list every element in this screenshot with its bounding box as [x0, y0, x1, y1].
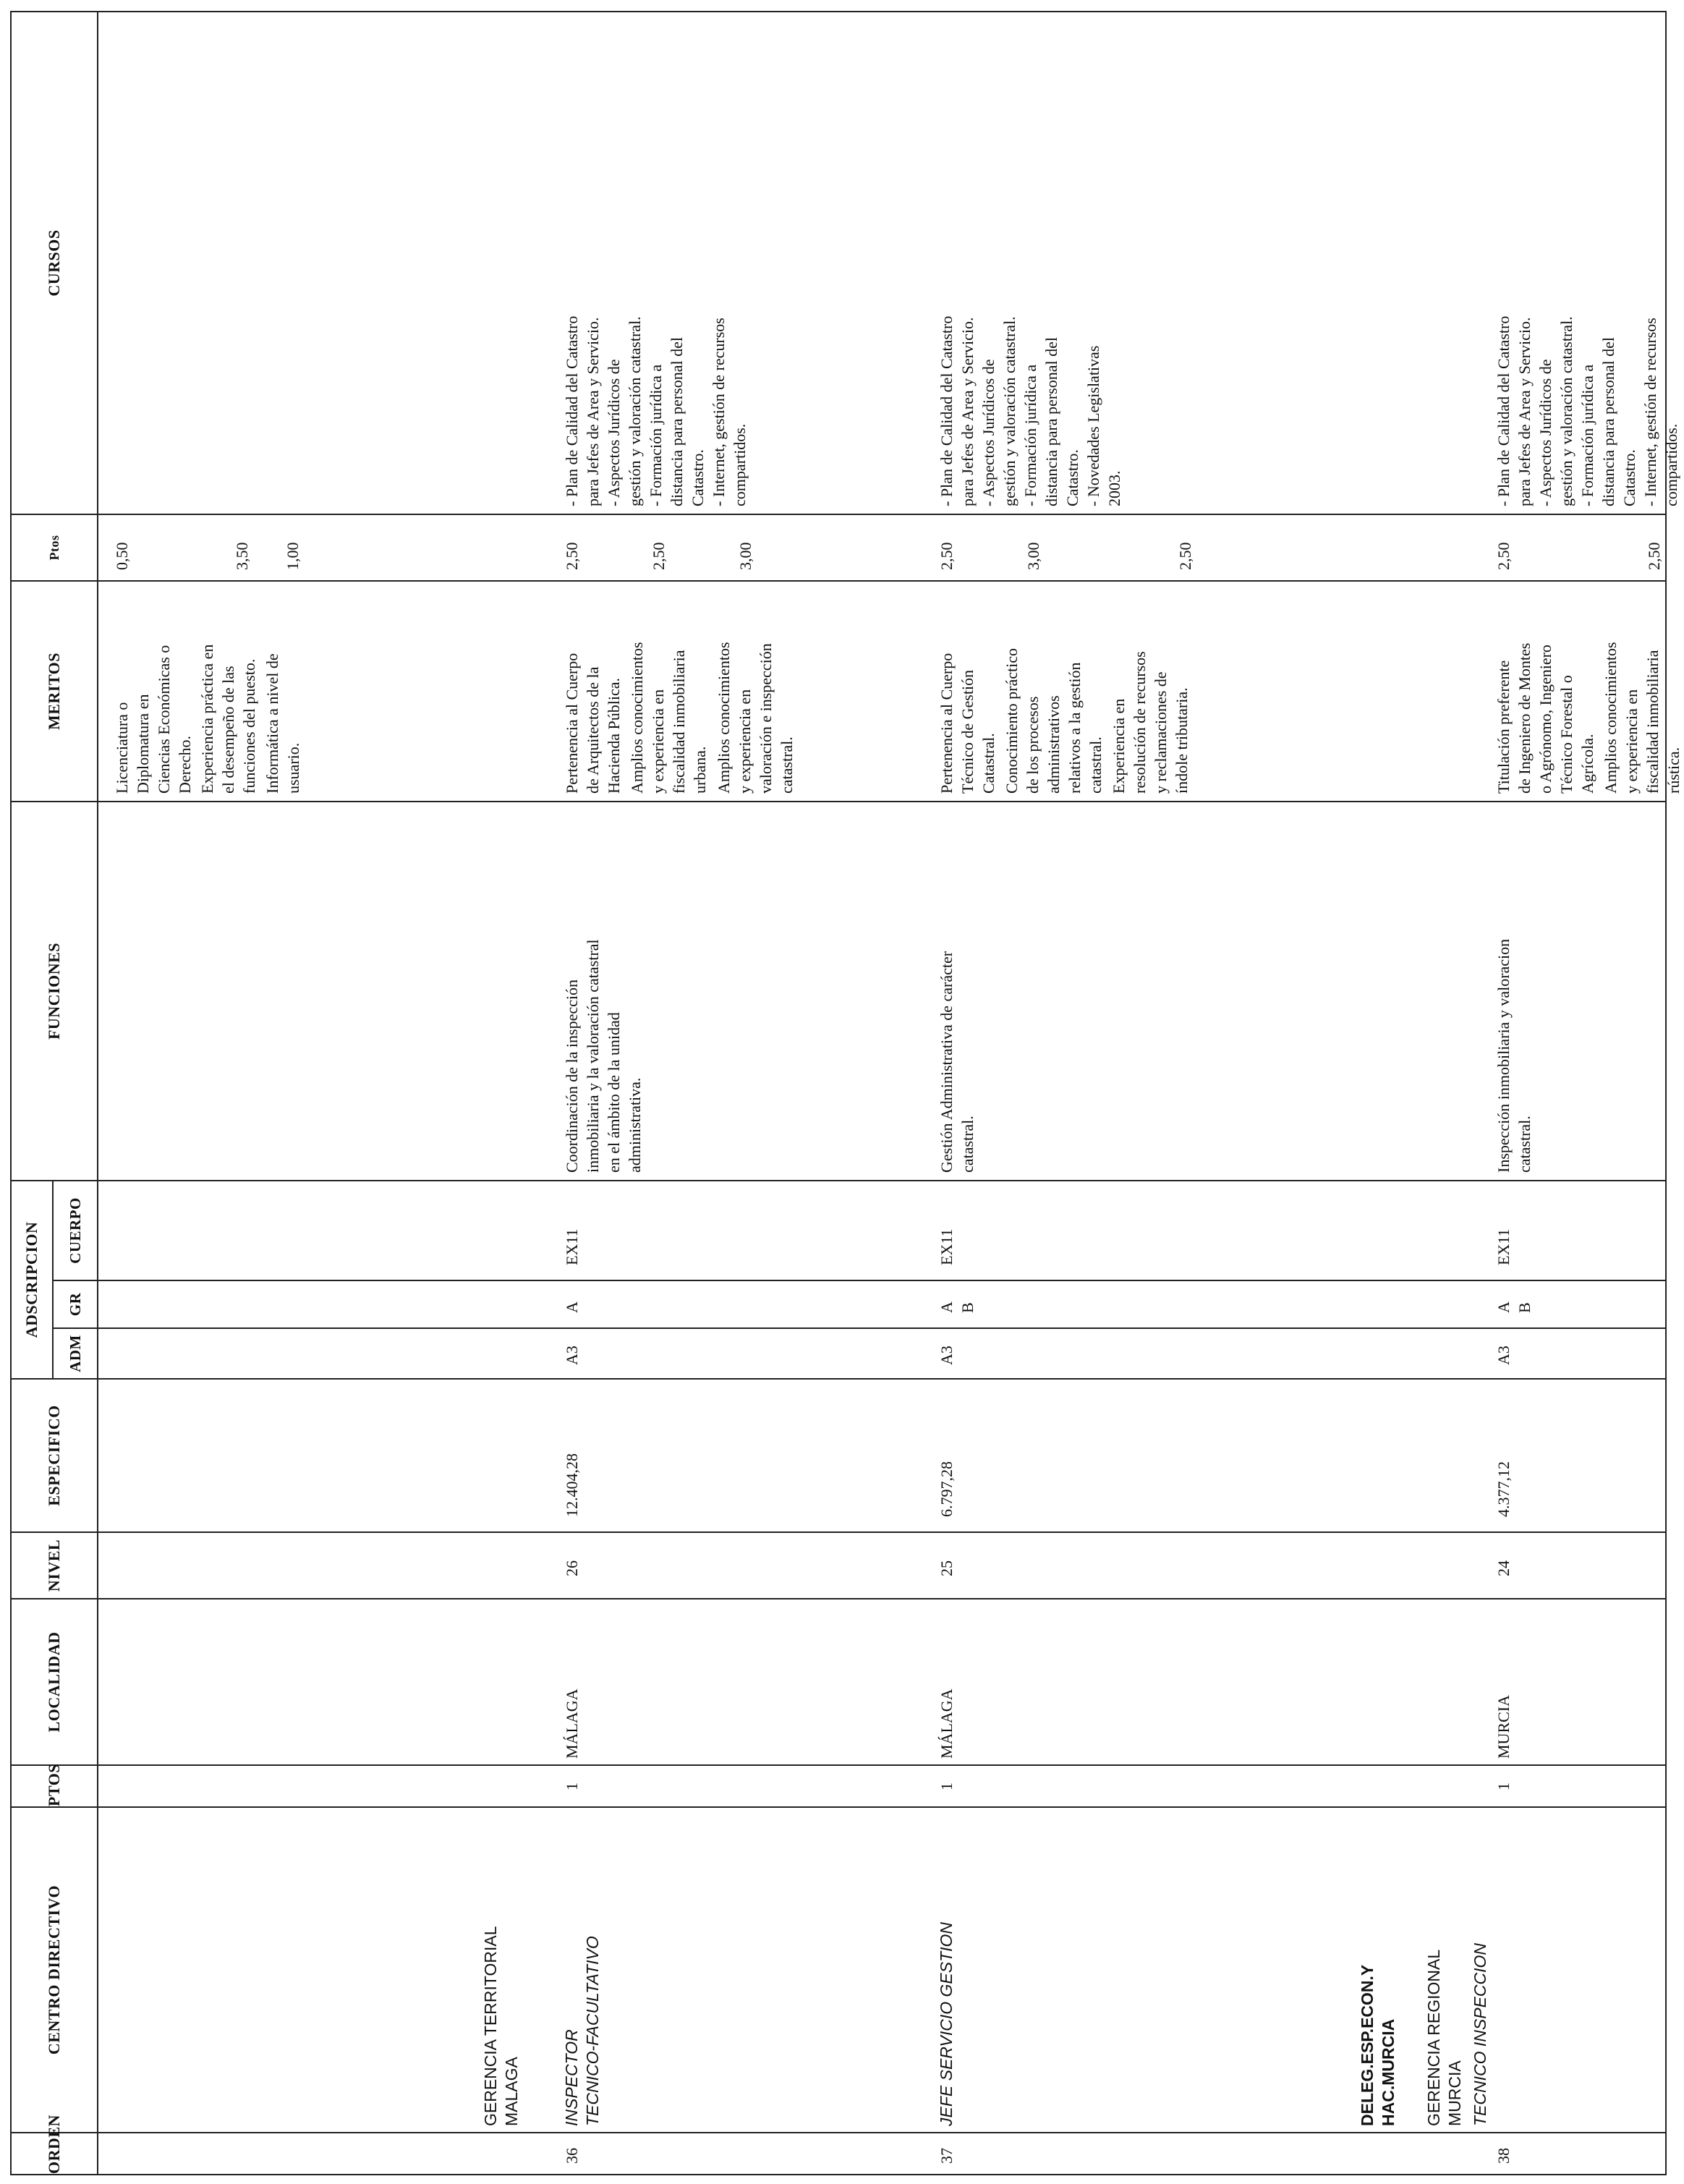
job-positions-table — [10, 11, 1683, 2175]
col-gr — [98, 1280, 1666, 1328]
header-localidad: LOCALIDAD — [11, 1599, 98, 1765]
meritos-36-2: Amplios conocimientos y experiencia en fiscalidad inmobiliaria urbana. — [628, 642, 709, 794]
pts-37-2: 3,00 — [1024, 542, 1042, 570]
col-nivel — [98, 1532, 1666, 1599]
puesto-jefe-servicio: JEFE SERVICIO GESTION — [937, 1921, 956, 2126]
cuerpo-38: EX11 — [1494, 1228, 1513, 1265]
meritos-common-3: Informática a nivel de usuario. — [263, 653, 302, 794]
funciones-36: Coordinación de la inspección inmobiliaria y la valoración catastral en el ámbito de la unidad administrativa. — [563, 939, 644, 1173]
col-centro-directivo — [98, 1807, 1666, 2133]
meritos-38-1: Titulación preferente de Ingeniero de Montes o Agrónomo, Ingeniero Técnico Forestal o Agrícola. — [1494, 642, 1596, 794]
col-ptos-meritos — [98, 514, 1666, 581]
header-ptos: PTOS — [11, 1765, 98, 1807]
header-cursos: CURSOS — [11, 12, 98, 514]
pts-common-3: 1,00 — [284, 542, 302, 570]
adm-37: A3 — [937, 1346, 956, 1365]
especifico-36: 12.404,28 — [563, 1453, 581, 1517]
especifico-38: 4.377,12 — [1494, 1461, 1513, 1517]
header-meritos: MERITOS — [11, 581, 98, 802]
header-cuerpo: CUERPO — [53, 1181, 98, 1280]
funciones-37: Gestión Administrativa de carácter catastral. — [937, 951, 977, 1173]
ptos-37: 1 — [937, 1783, 956, 1790]
adm-38: A3 — [1494, 1346, 1513, 1365]
col-cuerpo — [98, 1181, 1666, 1280]
pts-38-2: 2,50 — [1645, 542, 1663, 570]
cursos-38: - Plan de Calidad del Catastro para Jefes de Area y Servicio. - Aspectos Jurídicos de gestión y valoración catastral. - Formación jurídica a distancia para personal del Catastro. - Internet, gestión de recursos compartidos. — [1494, 315, 1680, 506]
meritos-common-2: Experiencia práctica en el desempeño de las funciones del puesto. — [198, 644, 258, 794]
header-funciones: FUNCIONES — [11, 802, 98, 1181]
pts-36-3: 3,00 — [736, 542, 754, 570]
pts-36-2: 2,50 — [650, 542, 668, 570]
header-adm: ADM — [53, 1328, 98, 1379]
col-cursos — [98, 12, 1680, 514]
nivel-36: 26 — [563, 1560, 581, 1576]
meritos-36-3: Amplios conocimientos y experiencia en valoración e inspección catastral. — [715, 642, 796, 794]
header-especifico: ESPECIFICO — [11, 1379, 98, 1532]
meritos-36-1: Pertenencia al Cuerpo de Arquitectos de la Hacienda Pública. — [563, 653, 623, 794]
header-gr: GR — [53, 1280, 98, 1328]
puesto-tecnico-inspeccion: TECNICO INSPECCION — [1471, 1942, 1489, 2126]
nivel-38: 24 — [1494, 1560, 1513, 1576]
centro-gerencia-murcia: GERENCIA REGIONAL MURCIA — [1424, 1949, 1464, 2126]
nivel-37: 25 — [937, 1560, 956, 1576]
header-nivel: NIVEL — [11, 1532, 98, 1599]
header-adscripcion: ADSCRIPCION — [11, 1181, 53, 1379]
gr-38: A B — [1494, 1301, 1534, 1313]
centro-gerencia-malaga: GERENCIA TERRITORIAL MALAGA — [481, 1926, 521, 2126]
pts-37-1: 2,50 — [937, 542, 956, 570]
meritos-38-2: Amplios conocimientos y experiencia en fiscalidad inmobiliaria rústica. — [1602, 642, 1683, 794]
puesto-inspector: INSPECTOR TECNICO-FACULTATIVO — [562, 1936, 602, 2126]
pts-common-1: 0,50 — [113, 542, 131, 570]
orden-37: 37 — [937, 2148, 956, 2164]
col-meritos — [98, 581, 1683, 802]
pts-37-3: 2,50 — [1176, 542, 1194, 570]
gr-36: A — [563, 1301, 581, 1313]
col-funciones — [98, 802, 1666, 1181]
header-ptos-meritos: Ptos — [11, 514, 98, 581]
col-adm — [98, 1328, 1666, 1379]
ptos-36: 1 — [563, 1783, 581, 1790]
pts-36-1: 2,50 — [563, 542, 581, 570]
delegacion-murcia: DELEG.ESP.ECON.Y HAC.MURCIA — [1358, 1964, 1398, 2126]
col-orden — [98, 2133, 1666, 2175]
localidad-38: MURCIA — [1494, 1694, 1513, 1759]
meritos-37-3: Experiencia en resolución de recursos y reclamaciones de índole tributaria. — [1110, 651, 1191, 794]
meritos-37-1: Pertenencia al Cuerpo Técnico de Gestión Catastral. — [937, 653, 998, 794]
orden-36: 36 — [563, 2148, 581, 2164]
ptos-38: 1 — [1494, 1783, 1513, 1790]
meritos-37-2: Conocimiento práctico de los procesos administrativos relativos a la gestión catastral. — [1003, 648, 1105, 794]
col-ptos — [98, 1765, 1666, 1807]
cuerpo-37: EX11 — [937, 1228, 956, 1265]
pts-common-2: 3,50 — [233, 542, 251, 570]
pts-38-1: 2,50 — [1494, 542, 1513, 570]
meritos-common-1: Licenciatura o Diplomatura en Ciencias Económicas o Derecho. — [113, 645, 194, 794]
header-orden: ORDEN — [11, 2133, 98, 2175]
cursos-36: - Plan de Calidad del Catastro para Jefes de Area y Servicio. - Aspectos Jurídicos de gestión y valoración catastral. - Formación jurídica a distancia para personal del Catastro. - Internet, gestión de recursos compartidos. — [563, 315, 749, 506]
cursos-37: - Plan de Calidad del Catastro para Jefes de Area y Servicio. - Aspectos Jurídicos de gestión y valoración catastral. - Formación jurídica a distancia para personal del Catastro. - Novedades Legislativas 2003. — [937, 315, 1123, 506]
localidad-36: MÁLAGA — [563, 1688, 581, 1759]
funciones-38: Inspección inmobiliaria y valoracion catastral. — [1494, 938, 1534, 1173]
adm-36: A3 — [563, 1346, 581, 1365]
header-centro-directivo: CENTRO DIRECTIVO — [11, 1807, 98, 2133]
col-localidad — [98, 1599, 1666, 1765]
cuerpo-36: EX11 — [563, 1228, 581, 1265]
col-especifico — [98, 1379, 1666, 1532]
especifico-37: 6.797,28 — [937, 1461, 956, 1517]
gr-37: A B — [937, 1301, 977, 1313]
orden-38: 38 — [1494, 2148, 1513, 2164]
localidad-37: MÁLAGA — [937, 1688, 956, 1759]
